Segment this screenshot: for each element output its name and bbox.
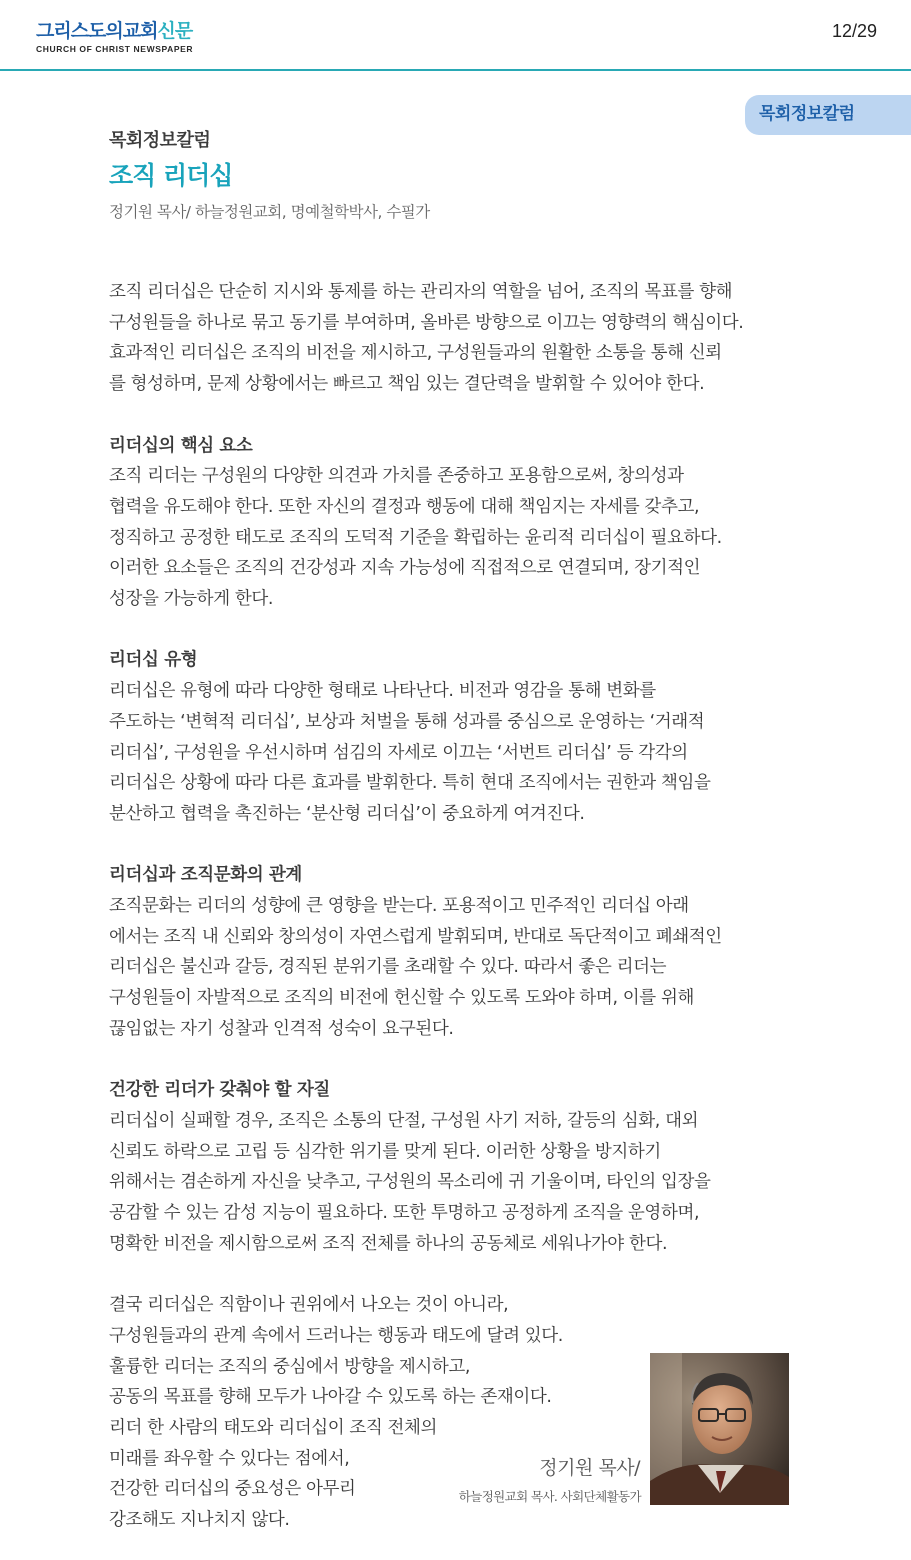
text-line: 를 형성하며, 문제 상황에서는 빠르고 책임 있는 결단력을 발휘할 수 있어야 한다.	[109, 374, 705, 395]
text-line: 정직하고 공정한 태도로 조직의 도덕적 기준을 확립하는 윤리적 리더십이 필요하다.	[109, 527, 722, 548]
section-tag: 목회정보칼럼	[745, 95, 911, 135]
text-line: 조직 리더는 구성원의 다양한 의견과 가치를 존중하고 포용함으로써, 창의성과	[109, 466, 684, 487]
text-line: 리더십은 유형에 따라 다양한 형태로 나타난다. 비전과 영감을 통해 변화를	[109, 681, 656, 702]
text-line: 리더십은 상황에 따라 다른 효과를 발휘한다. 특히 현대 조직에서는 권한과 책임을	[109, 773, 711, 794]
text-line: 공동의 목표를 향해 모두가 나아갈 수 있도록 하는 존재이다.	[109, 1387, 552, 1408]
text-line: 공감할 수 있는 감성 지능이 필요하다. 또한 투명하고 공정하게 조직을 운영하며,	[109, 1203, 700, 1224]
page-number: 12/29	[831, 21, 877, 41]
text-line: 결국 리더십은 직함이나 권위에서 나오는 것이 아니라,	[109, 1295, 509, 1316]
paragraph-gap	[109, 615, 829, 646]
article-kicker: 목회정보칼럼	[109, 130, 211, 151]
text-line: 구성원들을 하나로 묶고 동기를 부여하며, 올바른 방향으로 이끄는 영향력의 핵심이다.	[109, 312, 744, 333]
text-line: 신뢰도 하락으로 고립 등 심각한 위기를 맞게 된다. 이러한 상황을 방지하기	[109, 1141, 661, 1162]
author-portrait-graphic	[650, 1353, 789, 1505]
text-line: 분산하고 협력을 촉진하는 ‘분산형 리더십’이 중요하게 여겨진다.	[109, 803, 585, 824]
text-line: 미래를 좌우할 수 있다는 점에서,	[109, 1448, 350, 1469]
text-line: 조직문화는 리더의 성향에 큰 영향을 받는다. 포용적이고 민주적인 리더십 아래	[109, 896, 689, 917]
text-line: 끊임없는 자기 성찰과 인격적 성숙이 요구된다.	[109, 1018, 454, 1039]
section-paragraph	[109, 676, 829, 830]
paragraph-gap	[109, 1259, 829, 1290]
page-header	[0, 0, 911, 71]
article-byline: 정기원 목사/ 하늘정원교회, 명예철학박사, 수필가	[109, 203, 430, 221]
text-line: 구성원들과의 관계 속에서 드러나는 행동과 태도에 달려 있다.	[109, 1325, 563, 1346]
section-paragraph	[109, 461, 829, 615]
text-line: 주도하는 ‘변혁적 리더십’, 보상과 처벌을 통해 성과를 중심으로 운영하는 ‘거래적	[109, 711, 705, 732]
text-line: 리더십’, 구성원을 우선시하며 섬김의 자세로 이끄는 ‘서번트 리더십’ 등 각각의	[109, 742, 688, 763]
paragraph-gap	[109, 1045, 829, 1076]
section-heading: 건강한 리더가 갖춰야 할 자질	[109, 1080, 330, 1101]
text-line: 위해서는 겸손하게 자신을 낮추고, 구성원의 목소리에 귀 기울이며, 타인의 입장을	[109, 1172, 711, 1193]
logo-korean	[36, 20, 193, 42]
intro-paragraph	[109, 277, 829, 400]
logo-english: CHURCH OF CHRIST NEWSPAPER	[36, 44, 194, 54]
text-line: 리더 한 사람의 태도와 리더십이 조직 전체의	[109, 1417, 438, 1438]
section-heading: 리더십의 핵심 요소	[109, 435, 253, 456]
text-line: 에서는 조직 내 신뢰와 창의성이 자연스럽게 발휘되며, 반대로 독단적이고 폐쇄적인	[109, 926, 722, 947]
text-line: 리더십이 실패할 경우, 조직은 소통의 단절, 구성원 사기 저하, 갈등의 심화, 대외	[109, 1110, 699, 1131]
paragraph-gap	[109, 830, 829, 861]
author-name: 정기원 목사/	[539, 1457, 640, 1479]
text-line: 강조해도 지나치지 않다.	[109, 1510, 290, 1531]
text-line: 구성원들이 자발적으로 조직의 비전에 헌신할 수 있도록 도와야 하며, 이를 위해	[109, 988, 694, 1009]
text-line: 명확한 비전을 제시함으로써 조직 전체를 하나의 공동체로 세워나가야 한다.	[109, 1233, 668, 1254]
text-line: 훌륭한 리더는 조직의 중심에서 방향을 제시하고,	[109, 1356, 471, 1377]
author-role: 하늘정원교회 목사. 사회단체활동가	[458, 1489, 641, 1504]
logo-korean-accent: 신문	[157, 20, 193, 42]
section-heading: 리더십과 조직문화의 관계	[109, 865, 302, 886]
text-line: 효과적인 리더십은 조직의 비전을 제시하고, 구성원들과의 원활한 소통을 통해 신뢰	[109, 343, 722, 364]
text-line: 이러한 요소들은 조직의 건강성과 지속 가능성에 직접적으로 연결되며, 장기적인	[109, 558, 701, 579]
article-body	[109, 277, 829, 1536]
logo-korean-main: 그리스도의교회	[36, 20, 158, 42]
newspaper-logo[interactable]	[36, 20, 193, 54]
text-line: 건강한 리더십의 중요성은 아무리	[109, 1479, 356, 1500]
text-line: 협력을 유도해야 한다. 또한 자신의 결정과 행동에 대해 책임지는 자세를 갖추고,	[109, 496, 700, 517]
text-line: 리더십은 불신과 갈등, 경직된 분위기를 초래할 수 있다. 따라서 좋은 리더는	[109, 957, 667, 978]
section-heading: 리더십 유형	[109, 650, 198, 671]
article-title: 조직 리더십	[109, 161, 233, 190]
paragraph-gap	[109, 400, 829, 431]
author-photo	[650, 1353, 789, 1505]
section-paragraph	[109, 1106, 829, 1260]
text-line: 성장을 가능하게 한다.	[109, 589, 274, 610]
section-paragraph	[109, 891, 829, 1045]
text-line: 조직 리더십은 단순히 지시와 통제를 하는 관리자의 역할을 넘어, 조직의 목표를 향해	[109, 282, 733, 302]
